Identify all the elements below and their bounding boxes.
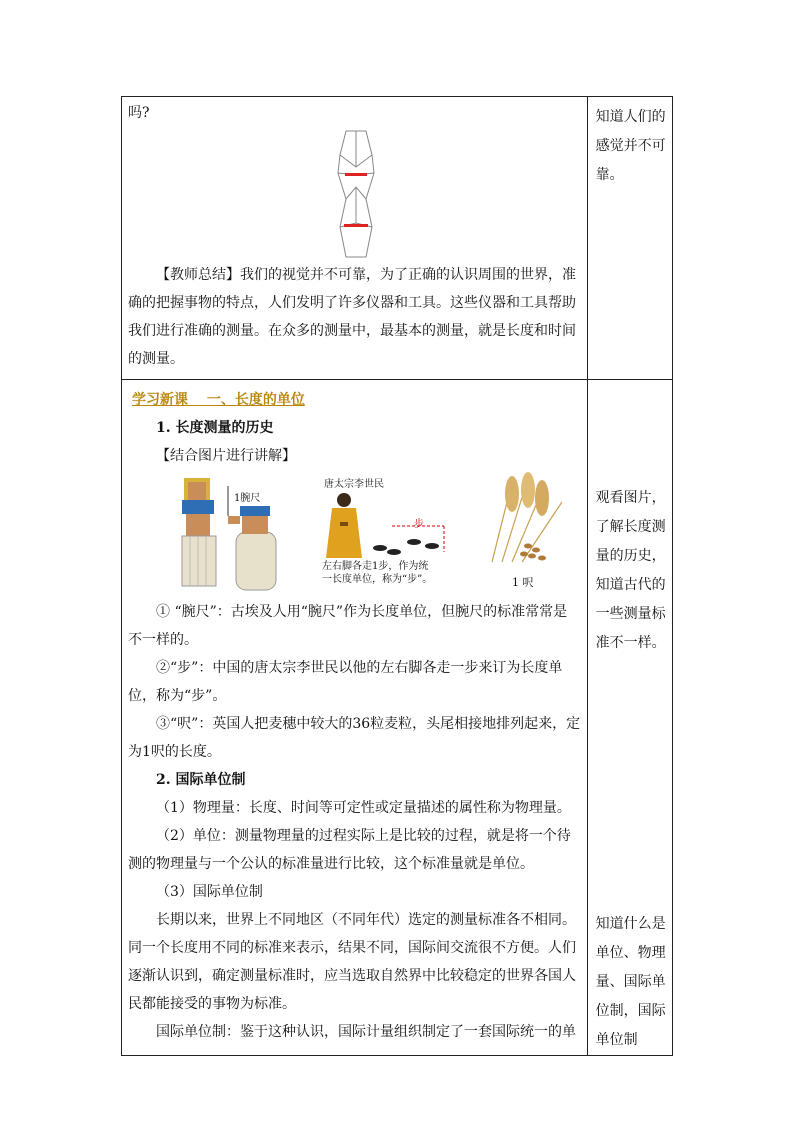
para-unit: （2）单位：测量物理量的过程实际上是比较的过程，就是将一个待测的物理量与一个公认的标准量进行比较，这个标准量就是单位。 [128, 828, 571, 872]
step-label: 步 [414, 519, 424, 530]
red-mark-lower [344, 224, 368, 227]
pictures-note: 【结合图片进行讲解】 [156, 448, 296, 464]
lesson-table [121, 96, 673, 1056]
para-si-definition: 国际单位制：鉴于这种认识，国际计量组织制定了一套国际统一的单 [156, 1024, 576, 1040]
side-cell [587, 380, 672, 1056]
table-row [122, 380, 673, 1056]
para-step: ②“步”：中国的唐太宗李世民以他的左右脚各走一步来订为长度单位，称为“步”。 [128, 660, 563, 704]
para-physical-quantity: （1）物理量：长度、时间等可定性或定量描述的属性称为物理量。 [156, 800, 571, 816]
side-cell [587, 97, 672, 380]
para-chi: ③“呎”：英国人把麦穗中较大的36粒麦粒，头尾相接地排列起来，定为1呎的长度。 [128, 716, 581, 760]
egyptian-cubit-picture [172, 472, 290, 592]
tang-title: 唐太宗李世民 [324, 479, 384, 490]
side-note-history: 观看图片，了解长度测量的历史，知道古代的一些测量标准不一样。 [595, 490, 666, 651]
heading-si: 2. 国际单位制 [156, 772, 246, 788]
content-cell [122, 380, 588, 1056]
side-note-si: 知道什么是单位、物理量、国际单位制，国际单位制 [595, 916, 666, 1048]
wheat-picture [472, 472, 574, 572]
question-tail: 吗? [128, 105, 150, 121]
para-si-heading: （3）国际单位制 [156, 884, 263, 900]
red-mark-upper [345, 173, 367, 176]
para-cubit: ① “腕尺”：古埃及人用“腕尺”作为长度单位，但腕尺的标准常常是不一样的。 [128, 604, 568, 648]
tang-step-picture [322, 492, 452, 562]
section-title: 学习新课 一、长度的单位 [132, 392, 305, 408]
side-note: 知道人们的感觉并不可靠。 [595, 109, 666, 183]
para-history: 长期以来，世界上不同地区（不同年代）选定的测量标准各不相同。同一个长度用不同的标准来表示，结果不同，国际间交流很不方便。人们逐渐认识到，确定测量标准时，应当选取自然界中比较稳定的世界各国人民都能接受的事物为标准。 [128, 912, 576, 1012]
step-caption: 左右脚各走1步，作为统一长度单位，称为“步”。 [322, 561, 433, 585]
table-row [122, 97, 673, 380]
chi-label: 1 呎 [512, 576, 534, 589]
arm-label: 1腕尺 [234, 493, 261, 504]
illusion-figure [128, 127, 571, 261]
heading-history: 1. 长度测量的历史 [156, 420, 274, 436]
teacher-summary: 【教师总结】我们的视觉并不可靠，为了正确的认识周围的世界，准确的把握事物的特点，人们发明了许多仪器和工具。这些仪器和工具帮助我们进行准确的测量。在众多的测量中，最基本的测量，就是长度和时间的测量。 [128, 267, 576, 367]
history-pictures [128, 472, 581, 594]
content-cell [122, 97, 588, 380]
